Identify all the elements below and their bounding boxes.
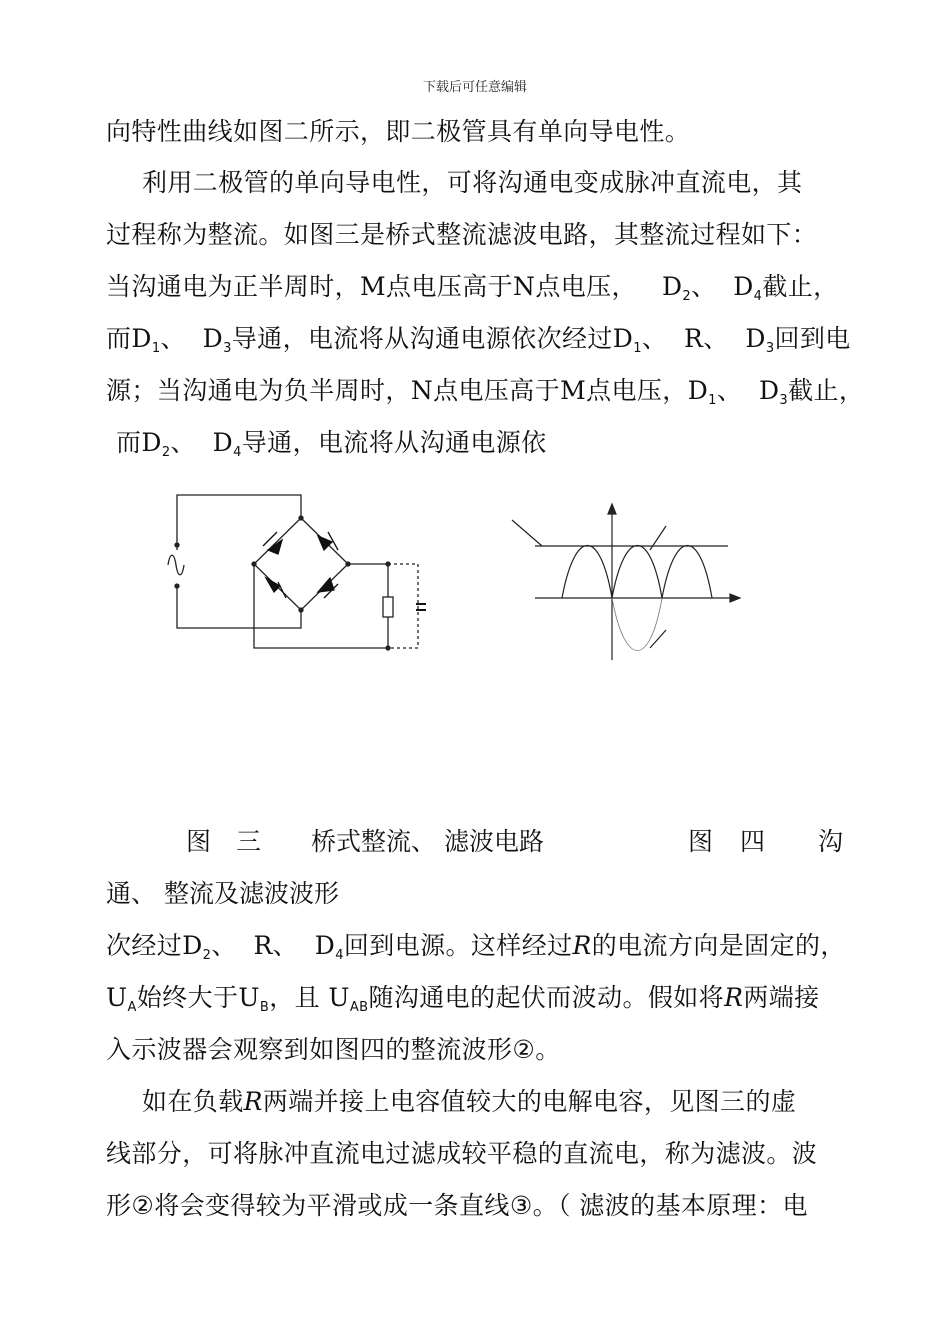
para-line-5: 而$D_1$、 $D_3$导通，电流将从沟通电源依次经过$D_1$、 R、 $D_3$回到电 <box>106 324 851 356</box>
ac-source-icon <box>168 555 184 575</box>
diodes <box>263 532 338 598</box>
diode-d1-icon <box>268 540 282 554</box>
diode-d2-icon <box>318 536 332 550</box>
diode-d3-icon <box>266 578 280 592</box>
figure4-caption-part1: 图 四 沟 <box>688 827 845 856</box>
para-line-3: 过程称为整流。如图三是桥式整流滤波电路，其整流过程如下： <box>106 220 818 249</box>
para-line-1: 向特性曲线如图二所示，即二极管具有单向导电性。 <box>106 117 691 146</box>
page-header: 下载后可任意编辑 <box>422 80 527 95</box>
bridge-rectifier-diagram <box>168 495 418 650</box>
para-line-12: 线部分，可将脉冲直流电过滤成较平稳的直流电，称为滤波。波 <box>106 1139 818 1168</box>
figure3-caption: 图 三 桥式整流、 滤波电路 <box>186 827 544 856</box>
para-line-8: 次经过$D_2$、 R、 $D_4$回到电源。这样经过R的电流方向是固定的， <box>106 931 846 963</box>
resistor-icon <box>383 597 393 617</box>
para-line-9: $U_A$始终大于$U_B$，且 $U_{AB}$随沟通电的起伏而波动。假如将R两端接 <box>106 983 820 1015</box>
para-line-13: 形②将会变得较为平滑或成一条直线③。（ 滤波的基本原理：电 <box>106 1191 808 1220</box>
para-line-7: 而$D_2$、 $D_4$导通，电流将从沟通电源依 <box>116 428 547 460</box>
figure4-caption-part2: 通、 整流及滤波波形 <box>106 879 339 908</box>
figures <box>150 470 770 680</box>
para-line-2: 利用二极管的单向导电性，可将沟通电变成脉冲直流电，其 <box>142 168 803 197</box>
para-line-4: 当沟通电为正半周时，M点电压高于N点电压， $D_2$、 $D_4$截止， <box>106 272 839 304</box>
waveform-diagram <box>512 504 740 660</box>
para-line-11: 如在负载R两端并接上电容值较大的电解电容，见图三的虚 <box>142 1087 797 1116</box>
para-line-6: 源；当沟通电为负半周时，N点电压高于M点电压，$D_1$、 $D_3$截止， <box>106 376 865 408</box>
para-line-10: 入示波器会观察到如图四的整流波形②。 <box>106 1035 561 1064</box>
